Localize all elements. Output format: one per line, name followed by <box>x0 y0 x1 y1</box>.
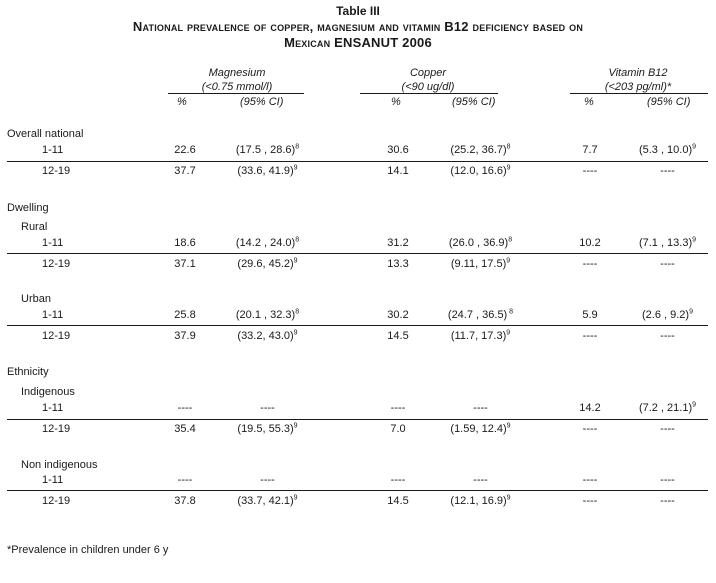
cell-value: (5.3 , 10.0) <box>638 144 693 156</box>
cell-value: ---- <box>177 474 193 486</box>
b12-ci-cell <box>620 330 715 342</box>
cu-ci-cell <box>428 165 533 177</box>
cu-pct-cell <box>373 144 423 156</box>
footnote: *Prevalence in children under 6 y <box>7 544 169 556</box>
reference-superscript: 9 <box>293 329 298 337</box>
section-overall: Overall national <box>7 128 84 140</box>
mg-pct-cell <box>160 495 210 507</box>
cu-pct-cell <box>373 474 423 486</box>
cell-value: ---- <box>582 258 598 270</box>
mg-ci-cell <box>215 144 320 156</box>
reference-superscript: 9 <box>293 494 298 502</box>
reference-superscript: 9 <box>506 257 511 265</box>
mg-ci-cell <box>215 423 320 435</box>
section-ethnicity: Ethnicity <box>7 366 49 378</box>
mg-pct-cell <box>160 330 210 342</box>
cell-value: ---- <box>473 402 488 414</box>
mg-pct-header: % <box>177 96 187 108</box>
b12-pct-cell <box>565 423 615 435</box>
b12-ci-cell <box>620 258 715 270</box>
cell-value: (9.11, 17.5) <box>450 258 507 270</box>
cell-value: ---- <box>260 402 275 414</box>
cell-value: 37.7 <box>174 165 196 177</box>
b12-pct-cell <box>565 402 615 414</box>
cell-value: 5.9 <box>582 309 598 321</box>
cell-value: 25.8 <box>174 309 196 321</box>
mg-ci-cell <box>215 402 320 414</box>
age-group-label: 12-19 <box>42 330 71 342</box>
cell-value: 18.6 <box>174 237 196 249</box>
reference-superscript: 9 <box>293 257 298 265</box>
cu-pct-cell <box>373 402 423 414</box>
age-group-label: 1-11 <box>42 474 64 486</box>
cell-value: 37.1 <box>174 258 196 270</box>
cell-value: 10.2 <box>579 237 601 249</box>
b12-ci-cell <box>620 144 715 156</box>
subsection-indigenous: Indigenous <box>21 386 75 398</box>
cell-value: ---- <box>390 474 406 486</box>
cu-ci-cell <box>428 144 533 156</box>
cell-value: 14.5 <box>387 495 409 507</box>
copper-name: Copper <box>409 67 447 79</box>
reference-superscript: 9 <box>692 143 697 151</box>
cell-value: (25.2, 36.7) <box>450 144 507 156</box>
cell-value: ---- <box>473 474 488 486</box>
cell-value: 31.2 <box>387 237 409 249</box>
cell-value: (12.0, 16.6) <box>450 165 507 177</box>
cell-value: 35.4 <box>174 423 196 435</box>
b12-header <box>568 66 708 94</box>
row-separator <box>7 253 708 254</box>
b12-ci-cell <box>620 402 715 414</box>
magnesium-cutoff: (<0.75 mmol/l) <box>201 81 273 93</box>
reference-superscript: 9 <box>692 401 697 409</box>
mg-pct-cell <box>160 474 210 486</box>
mg-ci-cell <box>215 237 320 249</box>
mg-pct-cell <box>160 237 210 249</box>
subsection-rural: Rural <box>21 221 48 233</box>
cell-value: 30.2 <box>387 309 409 321</box>
cu-pct-cell <box>373 423 423 435</box>
cu-pct-cell <box>373 165 423 177</box>
cell-value: (26.0 , 36.9) <box>448 237 509 249</box>
mg-pct-cell <box>160 309 210 321</box>
reference-superscript: 9 <box>689 308 693 316</box>
subsection-non-indigenous: Non indigenous <box>21 459 98 471</box>
cell-value: 13.3 <box>387 258 409 270</box>
b12-pct-cell <box>565 165 615 177</box>
cell-value: (11.7, 17.3) <box>450 330 507 342</box>
cu-pct-cell <box>373 309 423 321</box>
reference-superscript: 9 <box>506 422 511 430</box>
mg-ci-cell <box>215 474 320 486</box>
cu-ci-cell <box>428 237 533 249</box>
b12-pct-cell <box>565 258 615 270</box>
cu-ci-cell <box>428 474 533 486</box>
cu-ci-cell <box>428 402 533 414</box>
mg-pct-cell <box>160 402 210 414</box>
cell-value: ---- <box>582 474 598 486</box>
cell-value: ---- <box>177 402 193 414</box>
cell-value: (2.6 , 9.2) <box>642 309 690 321</box>
cu-ci-cell <box>428 330 533 342</box>
cell-value: ---- <box>660 330 675 342</box>
cell-value: ---- <box>582 495 598 507</box>
cell-value: (14.2 , 24.0) <box>235 237 296 249</box>
cell-value: 14.5 <box>387 330 409 342</box>
subsection-urban: Urban <box>21 293 51 305</box>
cell-value: 37.9 <box>174 330 196 342</box>
age-group-label: 1-11 <box>42 237 64 249</box>
age-group-label: 12-19 <box>42 423 71 435</box>
reference-superscript: 9 <box>293 164 298 172</box>
b12-pct-cell <box>565 330 615 342</box>
mg-pct-cell <box>160 144 210 156</box>
mg-pct-cell <box>160 258 210 270</box>
section-dwelling: Dwelling <box>7 202 49 214</box>
age-group-label: 12-19 <box>42 495 71 507</box>
mg-ci-cell <box>215 165 320 177</box>
b12-name: Vitamin B12 <box>608 67 668 79</box>
cell-value: ---- <box>260 474 275 486</box>
reference-superscript: 8 <box>295 308 300 316</box>
cell-value: ---- <box>660 474 675 486</box>
age-group-label: 12-19 <box>42 258 71 270</box>
reference-superscript: 9 <box>506 164 511 172</box>
cell-value: (33.2, 43.0) <box>237 330 294 342</box>
cell-value: ---- <box>660 423 675 435</box>
cu-ci-cell <box>428 495 533 507</box>
cell-value: (20.1 , 32.3) <box>235 309 296 321</box>
cell-value: 7.0 <box>390 423 406 435</box>
mg-ci-cell <box>215 258 320 270</box>
table-number: Table III <box>336 4 380 18</box>
cu-pct-header: % <box>391 96 401 108</box>
reference-superscript: 8 <box>295 143 300 151</box>
cell-value: (24.7 , 36.5) <box>447 309 508 321</box>
b12-cutoff: (<203 pg/ml)* <box>604 81 672 93</box>
cell-value: 14.1 <box>387 165 409 177</box>
reference-superscript: 9 <box>506 329 511 337</box>
b12-pct-cell <box>565 309 615 321</box>
cell-value: ---- <box>582 330 598 342</box>
copper-header-rule <box>360 93 498 94</box>
copper-header <box>358 66 498 94</box>
age-group-label: 1-11 <box>42 402 64 414</box>
mg-pct-cell <box>160 165 210 177</box>
cu-ci-cell <box>428 423 533 435</box>
mg-pct-cell <box>160 423 210 435</box>
cell-value: (33.6, 41.9) <box>237 165 294 177</box>
b12-ci-cell <box>620 165 715 177</box>
reference-superscript: 8 <box>295 236 300 244</box>
cell-value: 37.8 <box>174 495 196 507</box>
cell-value: 30.6 <box>387 144 409 156</box>
cu-pct-cell <box>373 330 423 342</box>
cell-value: (7.1 , 13.3) <box>638 237 693 249</box>
mg-ci-cell <box>215 495 320 507</box>
cu-pct-cell <box>373 258 423 270</box>
b12-pct-cell <box>565 495 615 507</box>
table-title-line2: Mexican ENSANUT 2006 <box>284 35 432 50</box>
cell-value: ---- <box>660 258 675 270</box>
cu-pct-cell <box>373 495 423 507</box>
cell-value: ---- <box>582 165 598 177</box>
cell-value: (19.5, 55.3) <box>237 423 294 435</box>
cell-value: ---- <box>390 402 406 414</box>
cell-value: ---- <box>660 495 675 507</box>
mg-ci-cell <box>215 309 320 321</box>
b12-pct-cell <box>565 237 615 249</box>
b12-ci-cell <box>620 423 715 435</box>
row-separator <box>7 161 708 162</box>
b12-ci-cell <box>620 474 715 486</box>
cell-value: 7.7 <box>582 144 598 156</box>
cell-value: (17.5 , 28.6) <box>235 144 296 156</box>
age-group-label: 1-11 <box>42 309 64 321</box>
row-separator <box>7 325 708 326</box>
cell-value: ---- <box>582 423 598 435</box>
cell-value: (7.2 , 21.1) <box>638 402 693 414</box>
mg-ci-cell <box>215 330 320 342</box>
cell-value: (12.1, 16.9) <box>450 495 507 507</box>
row-separator <box>7 490 708 491</box>
b12-pct-cell <box>565 474 615 486</box>
cell-value: 22.6 <box>174 144 196 156</box>
reference-superscript: 8 <box>507 308 514 316</box>
reference-superscript: 8 <box>506 143 511 151</box>
b12-header-rule <box>570 93 708 94</box>
cell-value: (1.59, 12.4) <box>450 423 507 435</box>
b12-pct-cell <box>565 144 615 156</box>
cu-pct-cell <box>373 237 423 249</box>
magnesium-name: Magnesium <box>208 67 266 79</box>
reference-superscript: 8 <box>508 236 513 244</box>
row-separator <box>7 419 708 420</box>
reference-superscript: 9 <box>506 494 511 502</box>
reference-superscript: 9 <box>692 236 697 244</box>
mg-ci-header: (95% CI) <box>240 96 284 108</box>
cu-ci-cell <box>428 309 533 321</box>
b12-ci-cell <box>620 237 715 249</box>
age-group-label: 12-19 <box>42 165 71 177</box>
cu-ci-header: (95% CI) <box>452 96 496 108</box>
magnesium-header <box>168 66 306 94</box>
table-title: National prevalence of copper, magnesium and vitamin B12 deficiency based on <box>132 19 584 34</box>
magnesium-header-rule <box>168 93 304 94</box>
b12-ci-header: (95% CI) <box>647 96 691 108</box>
copper-cutoff: (<90 ug/dl) <box>401 81 455 93</box>
cu-ci-cell <box>428 258 533 270</box>
cell-value: ---- <box>660 165 675 177</box>
reference-superscript: 9 <box>293 422 298 430</box>
cell-value: (29.6, 45.2) <box>237 258 294 270</box>
cell-value: 14.2 <box>579 402 601 414</box>
cell-value: (33.7, 42.1) <box>237 495 294 507</box>
b12-ci-cell <box>620 495 715 507</box>
b12-ci-cell <box>620 309 715 321</box>
age-group-label: 1-11 <box>42 144 64 156</box>
b12-pct-header: % <box>584 96 594 108</box>
